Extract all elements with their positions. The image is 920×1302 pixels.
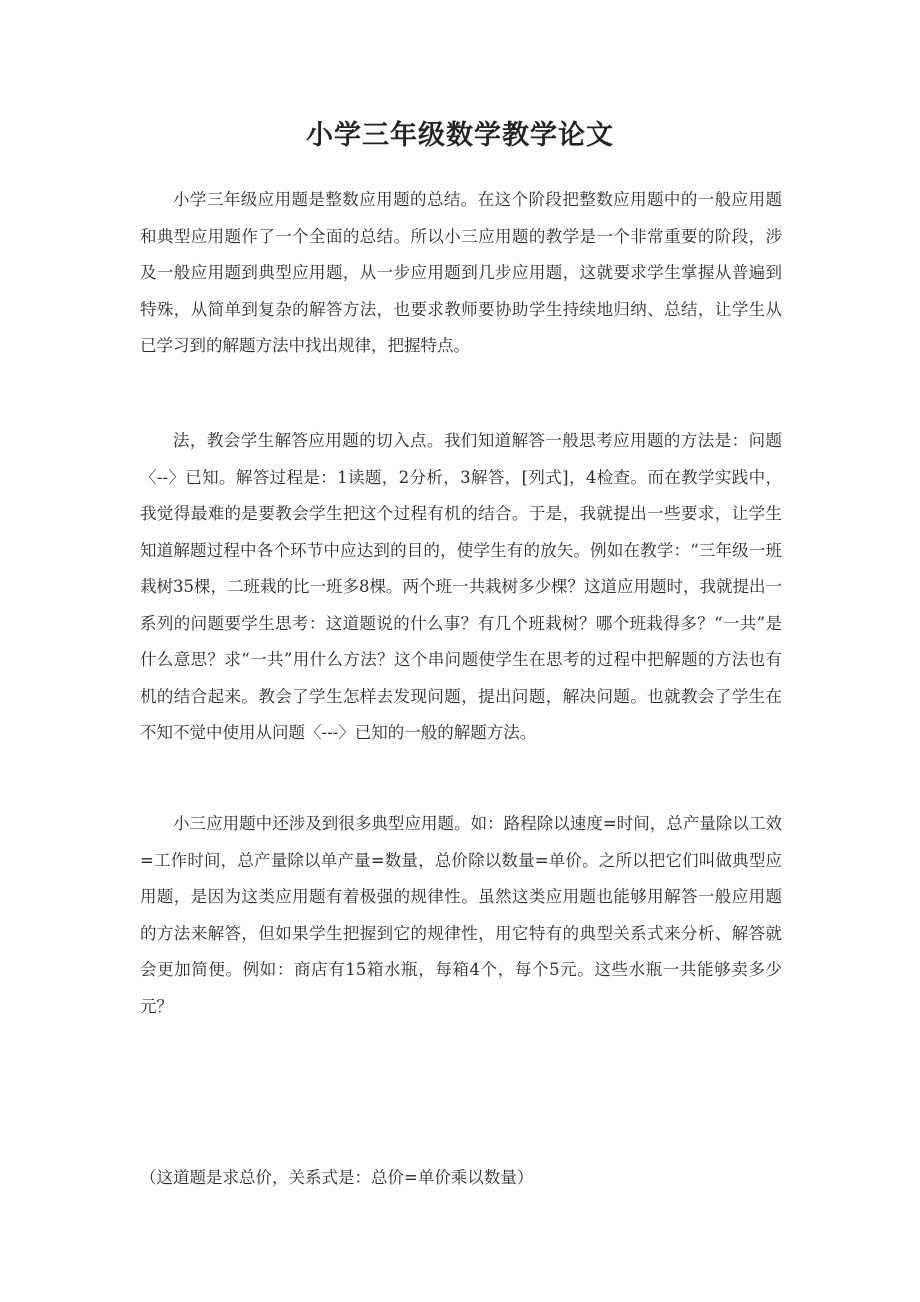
paragraph-typical-problems: 小三应用题中还涉及到很多典型应用题。如：路程除以速度=时间，总产量除以工效=工作时间，总产量除以单产量=数量，总价除以数量=单价。之所以把它们叫做典型应用题，是因为这类应用题有着极强的规律性。虽然这类应用题也能够用解答一般应用题的方法来解答，但如果学生把握到它的规律性，用它特有的典型关系式来分析、解答就会更加简便。例如：商店有15箱水瓶，每箱4个，每个5元。这些水瓶一共能够卖多少元？ [140,814,782,1016]
paragraph-method: 法，教会学生解答应用题的切入点。我们知道解答一般思考应用题的方法是：问题〈--〉已知。解答过程是：1读题，2分析，3解答，[列式]，4检查。而在教学实践中，我觉得最难的是要教会学生把这个过程有机的结合。于是，我就提出一些要求，让学生知道解题过程中各个环节中应达到的目的，使学生有的放矢。例如在教学：“三年级一班栽树35棵，二班栽的比一班多8棵。两个班一共栽树多少棵？这道应用题时，我就提出一系列的问题要学生思考：这道题说的什么事？有几个班栽树？哪个班栽得多？“一共”是什么意思？求“一共”用什么方法？这个串问题使学生在思考的过程中把解题的方法也有机的结合起来。教会了学生怎样去发现问题，提出问题，解决问题。也就教会了学生在不知不觉中使用从问题〈---〉已知的一般的解题方法。 [140,431,782,742]
document-title: 小学三年级数学教学论文 [306,120,614,151]
paragraph-note: （这道题是求总价，关系式是：总价=单价乘以数量） [140,1168,534,1187]
paragraph-intro: 小学三年级应用题是整数应用题的总结。在这个阶段把整数应用题中的一般应用题和典型应用题作了一个全面的总结。所以小三应用题的教学是一个非常重要的阶段，涉及一般应用题到典型应用题，从一步应用题到几步应用题，这就要求学生掌握从普遍到特殊，从简单到复杂的解答方法，也要求教师要协助学生持续地归纳、总结，让学生从已学习到的解题方法中找出规律，把握特点。 [140,190,782,355]
